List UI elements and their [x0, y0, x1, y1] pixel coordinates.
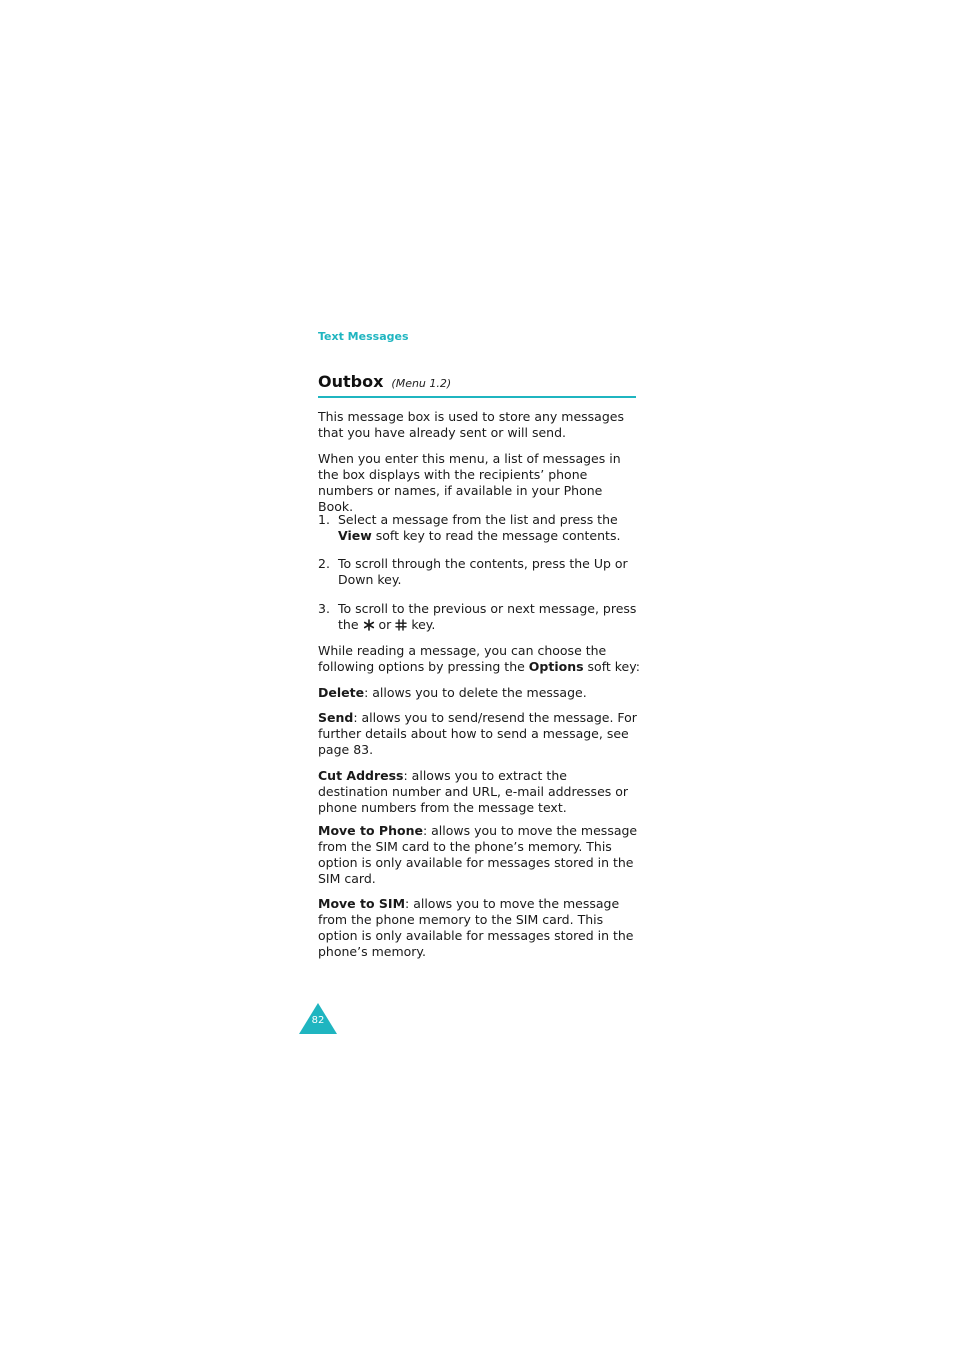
option-send [318, 710, 640, 758]
step-text: To scroll to the previous or next message, press the or key. [338, 601, 637, 632]
options-intro: While reading a message, you can choose the following options by pressing the Options soft key: [318, 643, 640, 674]
menu-reference: (Menu 1.2) [391, 377, 452, 390]
option-move-to-sim [318, 896, 640, 960]
option-description: : allows you to delete the message. [364, 685, 587, 700]
options-key-label: Options [528, 659, 584, 674]
intro-paragraph-2: When you enter this menu, a list of messages in the box displays with the recipients’ phone numbers or names, if available in your Phone Book. [318, 451, 621, 514]
step-number: 2. [318, 556, 330, 571]
option-term: Delete [318, 685, 365, 700]
option-description: : allows you to extract the destination number and URL, e-mail addresses or phone numbers from the message text. [318, 768, 629, 815]
option-move-to-phone [318, 823, 640, 887]
intro-paragraph-1: This message box is used to store any messages that you have already sent or will send. [318, 409, 624, 440]
step-1 [318, 512, 640, 544]
option-term: Move to SIM [318, 896, 406, 911]
hash-key-icon [395, 619, 407, 631]
step-text: To scroll through the contents, press the Up or Down key. [338, 556, 628, 587]
option-term: Send [318, 710, 354, 725]
step-number: 3. [318, 601, 330, 616]
option-term: Cut Address [318, 768, 404, 783]
step-3 [318, 601, 640, 633]
option-cut-address [318, 768, 640, 816]
step-2 [318, 556, 640, 588]
page-number: 82 [311, 1015, 325, 1026]
option-description: : allows you to move the message from the phone memory to the SIM card. This option is only available for messages stored in the phone’s memory. [318, 896, 634, 959]
option-term: Move to Phone [318, 823, 423, 838]
star-key-icon [363, 619, 375, 631]
step-text: Select a message from the list and press the View soft key to read the message contents. [338, 512, 621, 543]
page-heading [318, 372, 636, 398]
section-label: Text Messages [318, 330, 409, 343]
step-number: 1. [318, 512, 330, 527]
option-delete [318, 685, 640, 701]
page-title: Outbox [318, 372, 384, 391]
view-key-label: View [338, 528, 372, 543]
option-description: : allows you to move the message from the SIM card to the phone’s memory. This option is only available for messages stored in the SIM card. [318, 823, 638, 886]
option-description: : allows you to send/resend the message. For further details about how to send a message, see page 83. [318, 710, 637, 757]
